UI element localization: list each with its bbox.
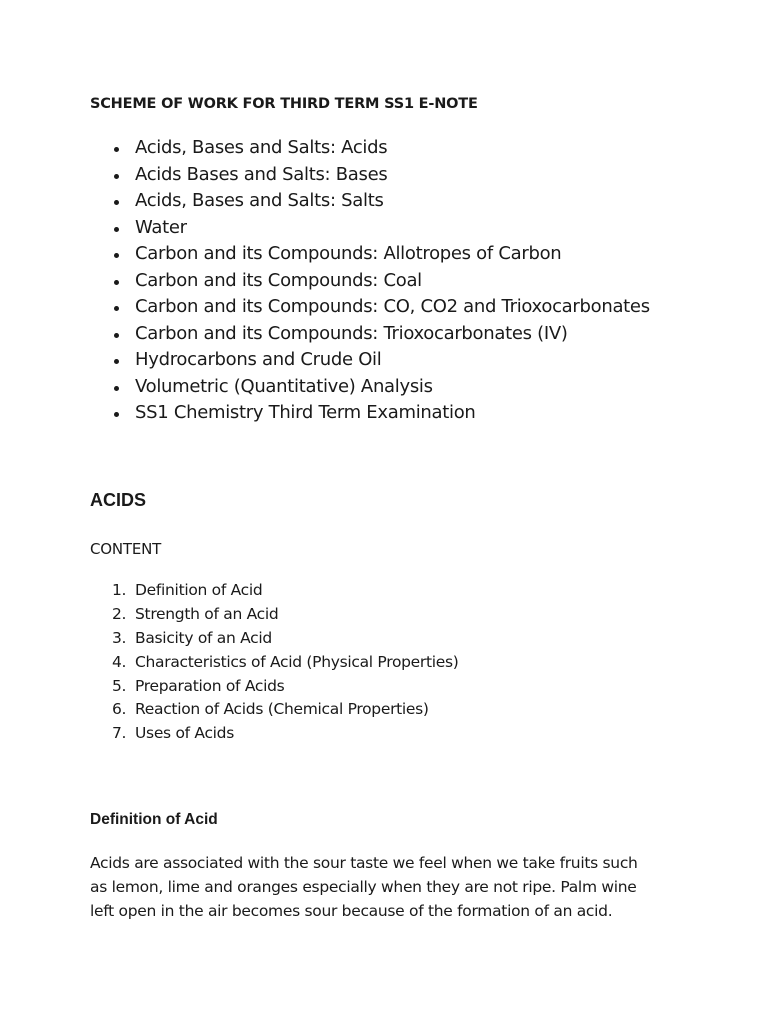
content-item-text: Preparation of Acids — [135, 676, 285, 695]
list-number: 2. — [112, 604, 127, 623]
scheme-list-item — [90, 162, 650, 189]
scheme-item-text: Water — [135, 216, 187, 238]
content-list-item — [90, 698, 459, 722]
content-list-item — [90, 651, 459, 675]
scheme-list-item — [90, 241, 650, 268]
content-item-text: Uses of Acids — [135, 724, 234, 743]
content-list-item — [90, 675, 459, 699]
content-list-item — [90, 722, 459, 746]
content-item-text: Definition of Acid — [135, 581, 263, 599]
scheme-list-item — [90, 321, 650, 348]
scheme-list-item — [90, 374, 650, 401]
scheme-list-item — [90, 347, 650, 374]
content-item-text: Strength of an Acid — [135, 604, 279, 623]
scheme-list-item — [90, 135, 650, 162]
scheme-item-text: Hydrocarbons and Crude Oil — [135, 349, 382, 370]
scheme-title: SCHEME OF WORK FOR THIRD TERM SS1 E-NOTE — [90, 96, 478, 112]
list-number: 1. — [112, 581, 127, 599]
paragraph-line: Acids are associated with the sour taste we feel when we take fruits such — [90, 854, 638, 872]
scheme-item-text: SS1 Chemistry Third Term Examination — [135, 402, 476, 423]
scheme-item-text: Volumetric (Quantitative) Analysis — [135, 375, 433, 397]
bullet-icon — [114, 333, 119, 338]
list-number: 6. — [112, 700, 127, 719]
scheme-item-text: Carbon and its Compounds: Trioxocarbonates (IV) — [135, 322, 568, 344]
bullet-icon — [114, 174, 119, 179]
scheme-item-text: Carbon and its Compounds: CO, CO2 and Trioxocarbonates — [135, 296, 650, 317]
scheme-item-text: Acids, Bases and Salts: Acids — [135, 137, 388, 158]
scheme-list-item — [90, 294, 650, 321]
bullet-icon — [114, 412, 119, 417]
bullet-icon — [114, 200, 119, 205]
content-list-item — [90, 627, 459, 651]
content-list — [90, 579, 459, 746]
list-number: 7. — [112, 724, 127, 743]
acids-heading: ACIDS — [90, 490, 147, 510]
scheme-item-text: Carbon and its Compounds: Allotropes of Carbon — [135, 243, 562, 264]
bullet-icon — [114, 253, 119, 258]
definition-paragraph — [90, 851, 680, 923]
content-list-item — [90, 603, 459, 627]
paragraph-line: as lemon, lime and oranges especially when they are not ripe. Palm wine — [90, 878, 637, 896]
list-number: 5. — [112, 676, 127, 695]
content-label: CONTENT — [90, 540, 162, 558]
scheme-list-item — [90, 400, 650, 427]
list-number: 4. — [112, 652, 127, 671]
content-list-item — [90, 579, 459, 603]
bullet-icon — [114, 280, 119, 285]
bullet-icon — [114, 306, 119, 311]
scheme-item-text: Acids, Bases and Salts: Salts — [135, 190, 384, 211]
list-number: 3. — [112, 628, 127, 647]
paragraph-line: left open in the air becomes sour because of the formation of an acid. — [90, 902, 613, 920]
definition-heading: Definition of Acid — [90, 811, 218, 828]
bullet-icon — [114, 386, 119, 391]
bullet-icon — [114, 359, 119, 364]
scheme-list — [90, 135, 650, 427]
scheme-list-item — [90, 268, 650, 295]
scheme-list-item — [90, 188, 650, 215]
scheme-item-text: Carbon and its Compounds: Coal — [135, 269, 422, 291]
scheme-list-item — [90, 215, 650, 242]
content-item-text: Basicity of an Acid — [135, 628, 272, 647]
bullet-icon — [114, 147, 119, 152]
content-item-text: Reaction of Acids (Chemical Properties) — [135, 700, 429, 719]
content-item-text: Characteristics of Acid (Physical Properties) — [135, 652, 459, 671]
bullet-icon — [114, 227, 119, 232]
scheme-item-text: Acids Bases and Salts: Bases — [135, 163, 388, 185]
